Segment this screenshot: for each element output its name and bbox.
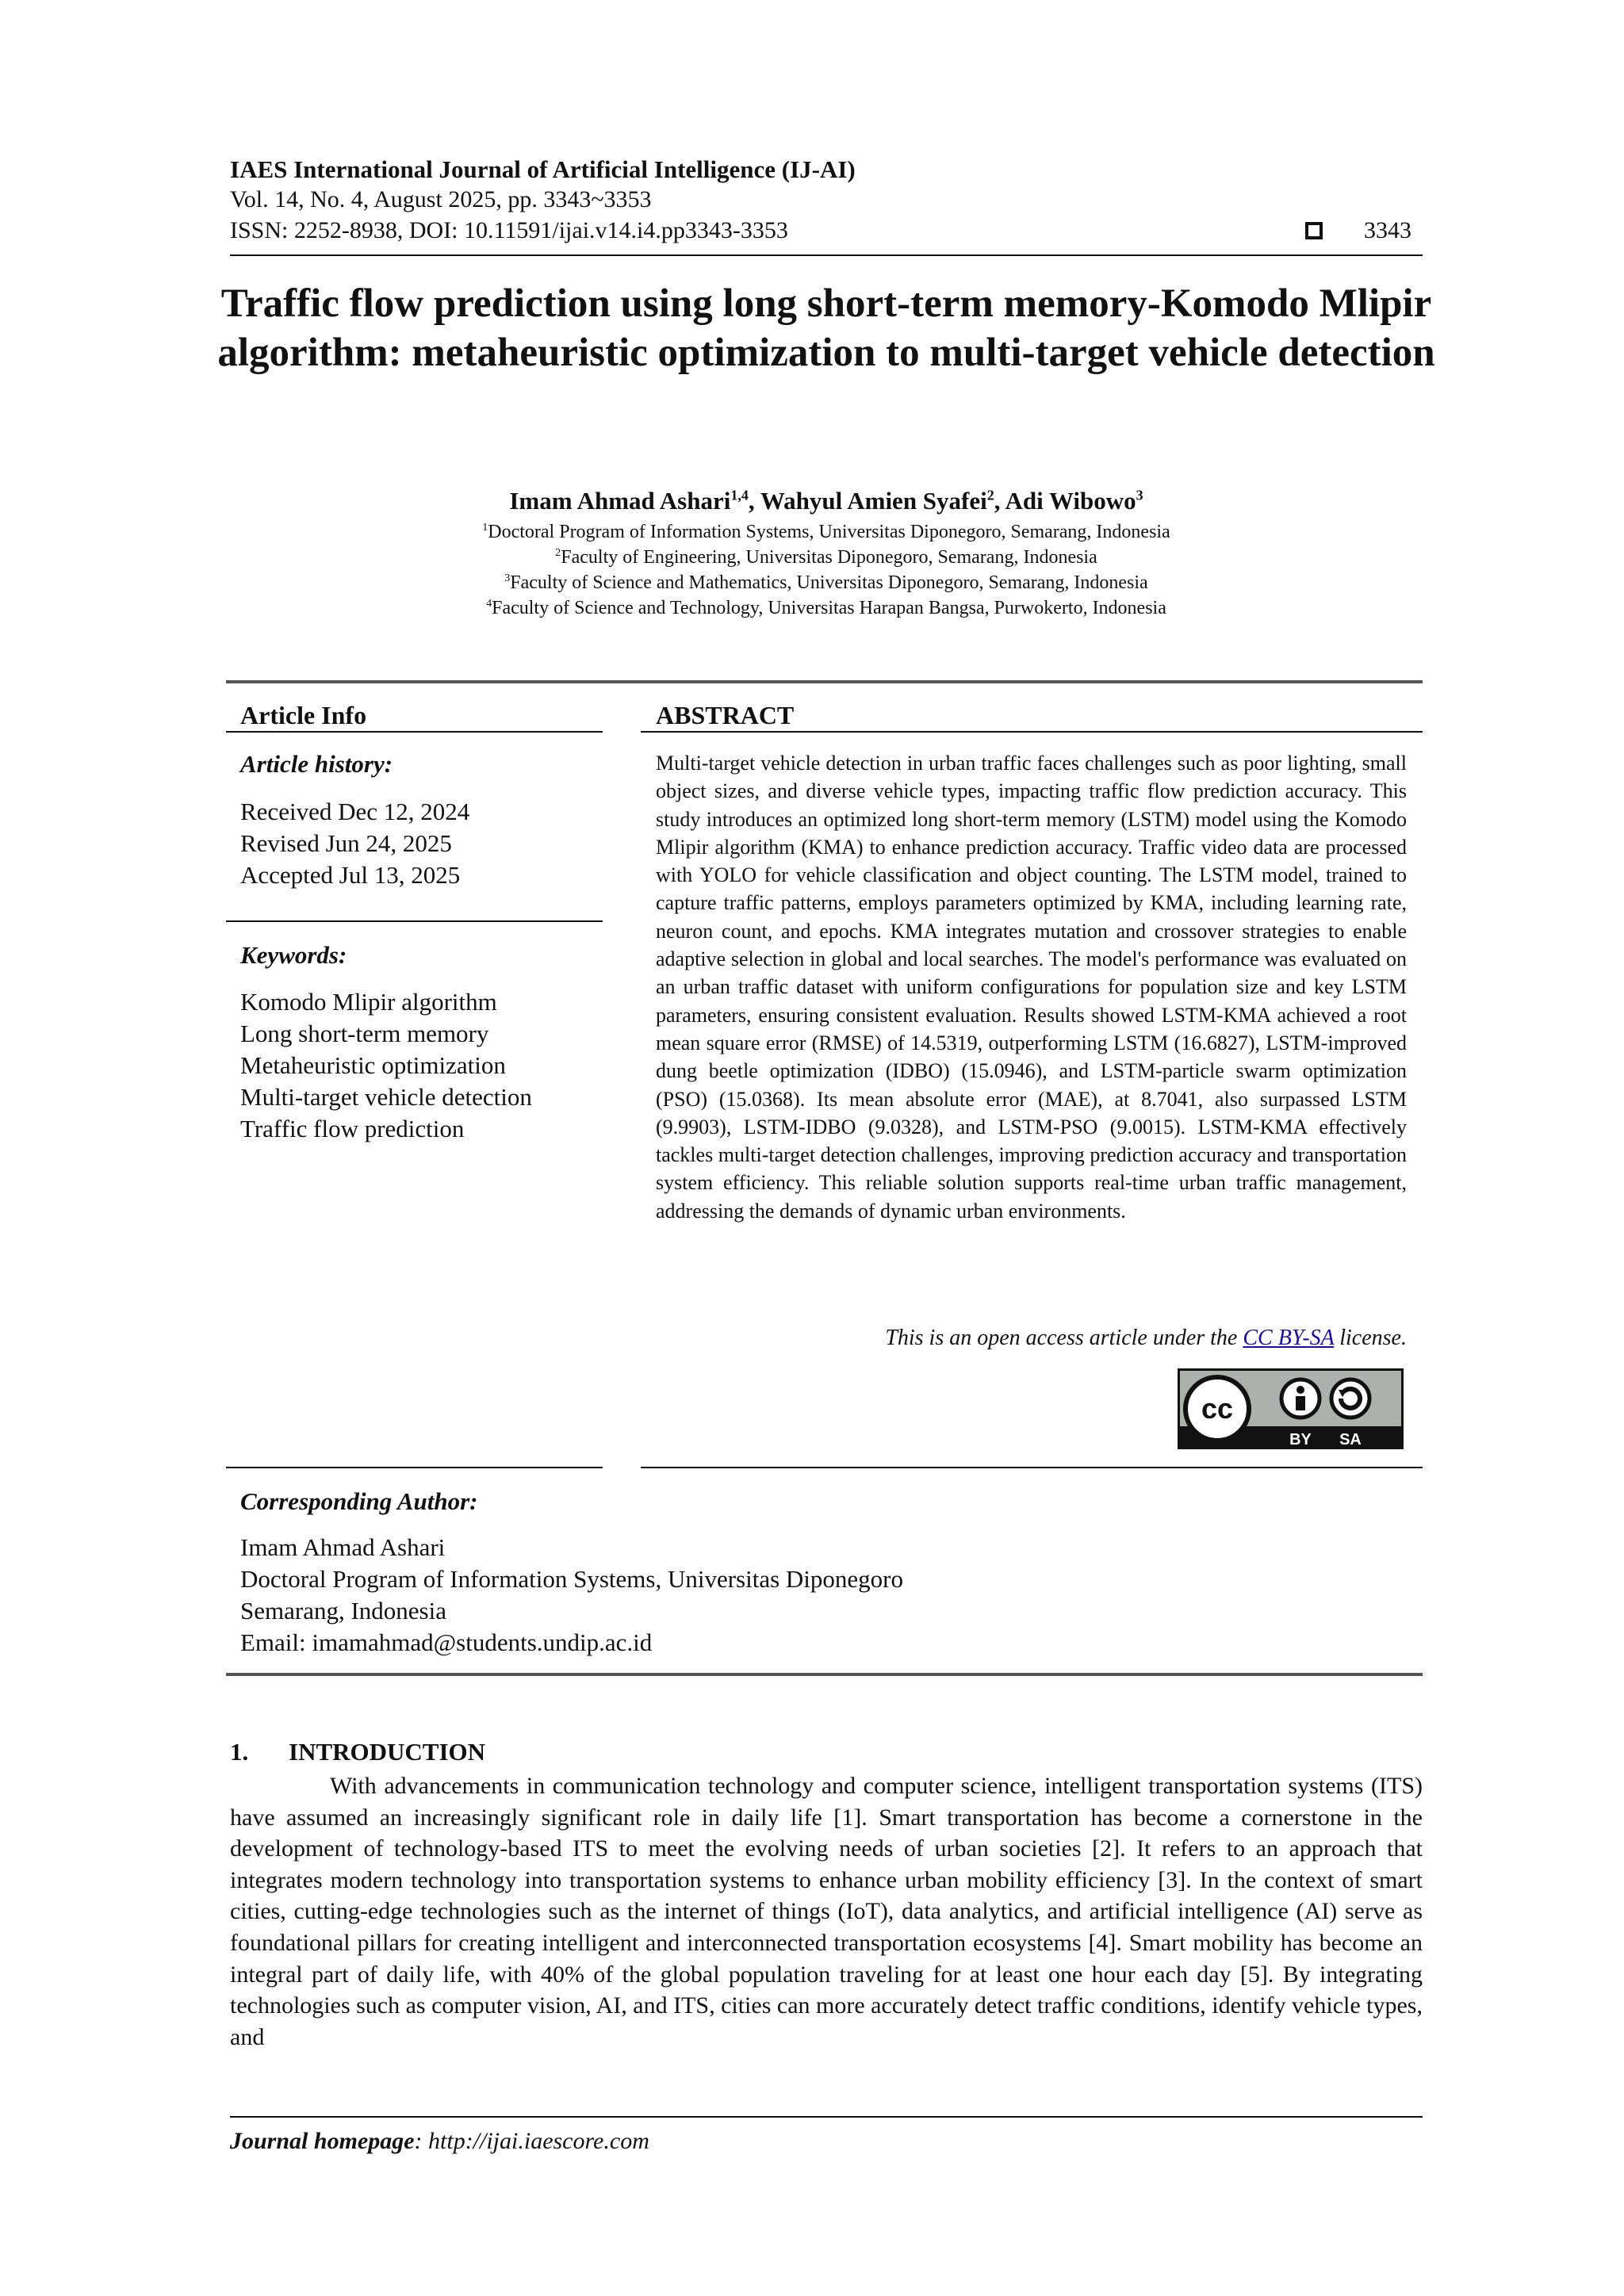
footer-divider — [230, 2116, 1423, 2118]
by-label: BY — [1289, 1431, 1312, 1448]
section-heading-introduction — [230, 1738, 485, 1766]
section-title: INTRODUCTION — [289, 1738, 486, 1766]
author-name: Adi Wibowo — [1005, 487, 1136, 515]
keywords-heading: Keywords: — [240, 941, 347, 969]
affiliation-text: Faculty of Engineering, Universitas Diponegoro, Semarang, Indonesia — [561, 547, 1097, 568]
keywords-bottom-rule — [226, 1467, 603, 1468]
cc-by-sa-badge — [1178, 1368, 1404, 1449]
corresponding-affiliation: Doctoral Program of Information Systems, Universitas Diponegoro — [240, 1565, 903, 1593]
affiliation — [198, 522, 1454, 543]
affiliation-text: Faculty of Science and Mathematics, Universitas Diponegoro, Semarang, Indonesia — [510, 572, 1148, 593]
abstract-bottom-rule — [641, 1467, 1423, 1468]
article-info-rule — [226, 731, 603, 733]
affiliation-sup: 4 — [486, 598, 492, 610]
affiliation-sup: 3 — [504, 572, 511, 584]
footer-url[interactable]: : http://ijai.iaescore.com — [414, 2128, 649, 2154]
cc-by-sa-link[interactable]: CC BY-SA — [1243, 1326, 1335, 1350]
affiliation-text: Faculty of Science and Technology, Universitas Harapan Bangsa, Purwokerto, Indonesia — [492, 598, 1166, 618]
license-prefix: This is an open access article under the — [885, 1326, 1243, 1350]
author-name: Imam Ahmad Ashari — [509, 487, 731, 515]
keyword-item: Multi-target vehicle detection — [240, 1083, 532, 1111]
article-info-heading: Article Info — [240, 701, 367, 729]
author-list — [198, 487, 1454, 515]
article-history-heading: Article history: — [240, 750, 393, 778]
affiliation-sup: 2 — [555, 547, 561, 559]
license-statement — [656, 1326, 1407, 1351]
affiliation — [198, 547, 1454, 568]
received-date: Received Dec 12, 2024 — [240, 798, 470, 825]
journal-volume: Vol. 14, No. 4, August 2025, pp. 3343~3353 — [230, 186, 652, 212]
journal-name: IAES International Journal of Artificial Intelligence (IJ-AI) — [230, 155, 856, 183]
sa-label: SA — [1339, 1431, 1362, 1448]
abstract-rule — [641, 731, 1423, 733]
corresponding-name: Imam Ahmad Ashari — [240, 1533, 446, 1561]
author-separator: , — [994, 487, 1005, 515]
journal-issn-doi: ISSN: 2252-8938, DOI: 10.11591/ijai.v14.i4.pp3343-3353 — [230, 217, 788, 243]
revised-date: Revised Jun 24, 2025 — [240, 829, 452, 857]
keyword-item: Traffic flow prediction — [240, 1115, 465, 1142]
abstract-text: Multi-target vehicle detection in urban traffic faces challenges such as poor lighting, small object sizes, and diverse vehicle types, impacting traffic flow prediction accuracy. This study introduces an optimized long short-term memory (LSTM) model using the Komodo Mlipir algorithm (KMA) to enhance prediction accuracy. Traffic video data are processed with YOLO for vehicle classification and object counting. The LSTM model, trained to capture traffic patterns, employs parameters optimized by KMA, including learning rate, neuron count, and epochs. KMA integrates mutation and crossover strategies to enable adaptive selection in global and local searches. The model's performance was evaluated on an urban traffic dataset with uniform configurations for population size and key LSTM parameters, ensuring consistent evaluation. Results showed LSTM-KMA achieved a root mean square error (RMSE) of 14.5319, outperforming LSTM (16.6827), LSTM-improved dung beetle optimization (IDBO) (15.0946), and LSTM-particle swarm optimization (PSO) (15.0368). Its mean absolute error (MAE), at 8.7041, also surpassed LSTM (9.9903), LSTM-IDBO (9.0328), and LSTM-PSO (9.0015). LSTM-KMA effectively tackles multi-target detection challenges, improving prediction accuracy and transportation system efficiency. This reliable solution supports real-time urban traffic management, addressing the demands of dynamic urban environments. — [656, 752, 1407, 1223]
section-number: 1. — [230, 1738, 249, 1766]
corresponding-location: Semarang, Indonesia — [240, 1597, 446, 1624]
page-number: 3343 — [1364, 217, 1411, 243]
keyword-item: Long short-term memory — [240, 1020, 489, 1047]
license-suffix: license. — [1334, 1326, 1407, 1350]
accepted-date: Accepted Jul 13, 2025 — [240, 861, 461, 889]
author-separator: , — [748, 487, 760, 515]
paper-title: Traffic flow prediction using long short-term memory-Komodo Mlipir algorithm: metaheuristic optimization to multi-target vehicle detection — [217, 281, 1435, 375]
journal-homepage-footer — [230, 2128, 649, 2155]
info-box-bottom-rule — [226, 1673, 1423, 1676]
abstract-heading: ABSTRACT — [656, 701, 795, 729]
cc-badge-graphic — [1178, 1368, 1404, 1449]
introduction-body: With advancements in communication technology and computer science, intelligent transportation systems (ITS) have assumed an increasingly significant role in daily life [1]. Smart transportation has become a cornerstone in the development of technology-based ITS to meet the evolving needs of urban societies [2]. It refers to an approach that integrates modern technology into transportation systems to enhance urban mobility efficiency [3]. In the context of smart cities, cutting-edge technologies such as the internet of things (IoT), data analytics, and artificial intelligence (AI) serve as foundational pillars for creating intelligent and interconnected transportation ecosystems [4]. Smart mobility has become an integral part of daily life, with 40% of the global population traveling for at least one hour each day [5]. By integrating technologies such as computer vision, AI, and ITS, cities can more accurately detect traffic conditions, identify vehicle types, and — [230, 1773, 1423, 2050]
corresponding-email: Email: imamahmad@students.undip.ac.id — [240, 1628, 653, 1656]
cc-label: cc — [1201, 1392, 1234, 1425]
author-name: Wahyul Amien Syafei — [760, 487, 987, 515]
author-affil-sup: 2 — [986, 487, 994, 503]
history-rule — [226, 920, 603, 922]
share-alike-icon — [1331, 1380, 1369, 1418]
header-divider — [230, 254, 1423, 256]
checkbox-square-icon — [1305, 222, 1323, 239]
corresponding-author-heading: Corresponding Author: — [240, 1487, 478, 1515]
affiliation — [198, 572, 1454, 594]
affiliation-sup: 1 — [482, 522, 488, 534]
keyword-item: Metaheuristic optimization — [240, 1051, 506, 1079]
info-box-top-rule — [226, 680, 1423, 683]
affiliation-text: Doctoral Program of Information Systems, Universitas Diponegoro, Semarang, Indonesia — [488, 522, 1170, 542]
keyword-item: Komodo Mlipir algorithm — [240, 988, 497, 1016]
author-affil-sup: 1,4 — [730, 487, 749, 503]
affiliation — [198, 598, 1454, 619]
author-affil-sup: 3 — [1136, 487, 1143, 503]
footer-label: Journal homepage — [230, 2128, 415, 2154]
